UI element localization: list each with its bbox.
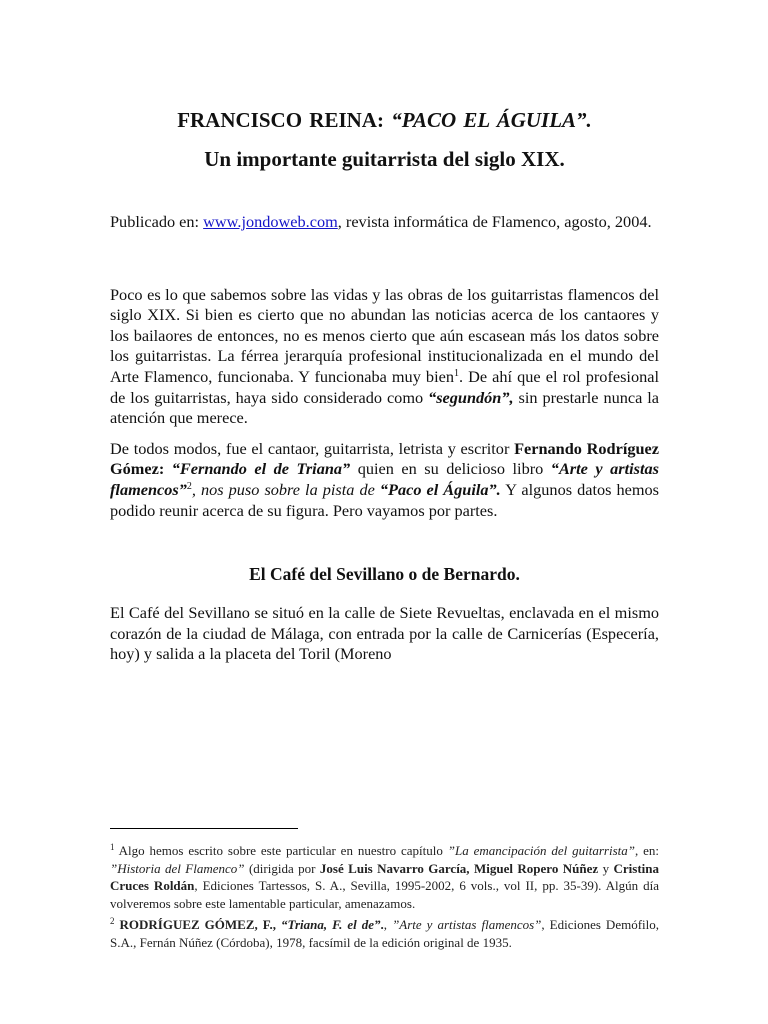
paragraph-1-text-a: Poco es lo que sabemos sobre las vidas y las obras de los guitarristas flamencos del siglo XIX. Si bien es cierto que no abundan las noticias acerca de los cantaores y los bailaores de entonces, no es menos cierto que aún escasean más los datos sobre los guitarristas. La férrea jerarquía profesional institucionalizada en el mundo del Arte Flamenco, funcionaba. Y funcionaba muy bien <box>110 284 659 386</box>
document-subtitle: Un importante guitarrista del siglo XIX. <box>204 147 565 171</box>
paragraph-2-text-b: quien en su delicioso libro <box>350 459 551 479</box>
subject-name: “Paco el Águila”. <box>379 479 501 499</box>
paragraph-1 <box>110 285 659 429</box>
author-name: Fernando Rodríguez Gómez: <box>110 438 660 479</box>
paragraph-1-text-c: sin prestarle nunca la atención que merece. <box>110 387 660 428</box>
footnote-1-text-d: y <box>598 860 614 876</box>
publication-prefix: Publicado en: <box>110 212 204 231</box>
footnote-2-book-title: ”Arte y artistas flamencos” <box>392 917 542 932</box>
footnote-1-number: 1 <box>110 842 115 852</box>
section-heading: El Café del Sevillano o de Bernardo. <box>249 564 520 585</box>
title-name: FRANCISCO REINA: <box>177 108 392 132</box>
footnote-2-author: RODRÍGUEZ GÓMEZ, F., <box>114 917 282 932</box>
publication-note <box>110 212 659 233</box>
book-title: “Arte y artistas flamencos” <box>110 459 659 499</box>
footnote-2-alias: “Triana, F. el de” <box>281 917 381 932</box>
footnote-1-text-e: , Ediciones Tartessos, S. A., Sevilla, 1995-2002, 6 vols., vol II, pp. 35-39). Algún día volveremos sobre este lamentable particular, amenazamos. <box>110 878 659 911</box>
footnote-1-text-a: Algo hemos escrito sobre este particular en nuestro capítulo <box>114 843 448 858</box>
footnotes <box>110 842 659 951</box>
paragraph-3: El Café del Sevillano se situó en la calle de Siete Revueltas, enclavada en el mismo corazón de la ciudad de Málaga, con entrada por la calle de Carnicerías (Especería, hoy) y salida a la placeta del Toril (Moreno <box>110 603 659 664</box>
footnote-1 <box>110 842 659 912</box>
paragraph-1-emphasis: “segundón”, <box>428 387 514 407</box>
footnote-1-text-c: (dirigida por <box>244 860 320 876</box>
footnote-ref-2[interactable]: 2 <box>186 480 192 492</box>
paragraph-2-text-a: De todos modos, fue el cantaor, guitarrista, letrista y escritor <box>110 438 515 458</box>
footnote-divider <box>110 828 298 829</box>
footnote-2-text-b: , Ediciones Demófilo, S.A., Fernán Núñez (Córdoba), 1978, facsímil de la edición original de 1935. <box>110 917 659 950</box>
paragraph-1-text-b: . De ahí que el rol profesional de los guitarristas, haya sido considerado como <box>110 366 659 407</box>
document-title <box>110 108 659 132</box>
paragraph-2 <box>110 439 659 521</box>
paragraph-2-text-d: Y algunos datos hemos podido reunir acerca de su figura. Pero vayamos por partes. <box>110 479 659 520</box>
footnote-2-number: 2 <box>110 916 115 926</box>
footnote-ref-1[interactable]: 1 <box>453 367 459 379</box>
title-alias: “PACO EL ÁGUILA”. <box>391 108 592 132</box>
author-alias: “Fernando el de Triana” <box>171 459 351 479</box>
footnote-1-editor: Cristina Cruces Roldán <box>110 860 660 893</box>
footnote-1-editors: José Luis Navarro García, Miguel Ropero Núñez <box>319 860 599 876</box>
footnote-1-book-title: ”Historia del Flamenco” <box>110 860 245 876</box>
footnote-2-text-a: , <box>383 917 393 932</box>
paragraph-2-text-c: , nos puso sobre la pista de <box>191 479 380 499</box>
footnote-2-period: . <box>380 917 384 932</box>
footnote-1-chapter-title: ”La emancipación del guitarrista” <box>447 843 635 858</box>
footnote-1-text-b: , en: <box>634 843 659 858</box>
footnote-2 <box>110 916 659 951</box>
publication-suffix: , revista informática de Flamenco, agosto, 2004. <box>337 212 652 231</box>
document-body <box>110 108 659 665</box>
publication-link[interactable]: www.jondoweb.com <box>203 212 338 231</box>
